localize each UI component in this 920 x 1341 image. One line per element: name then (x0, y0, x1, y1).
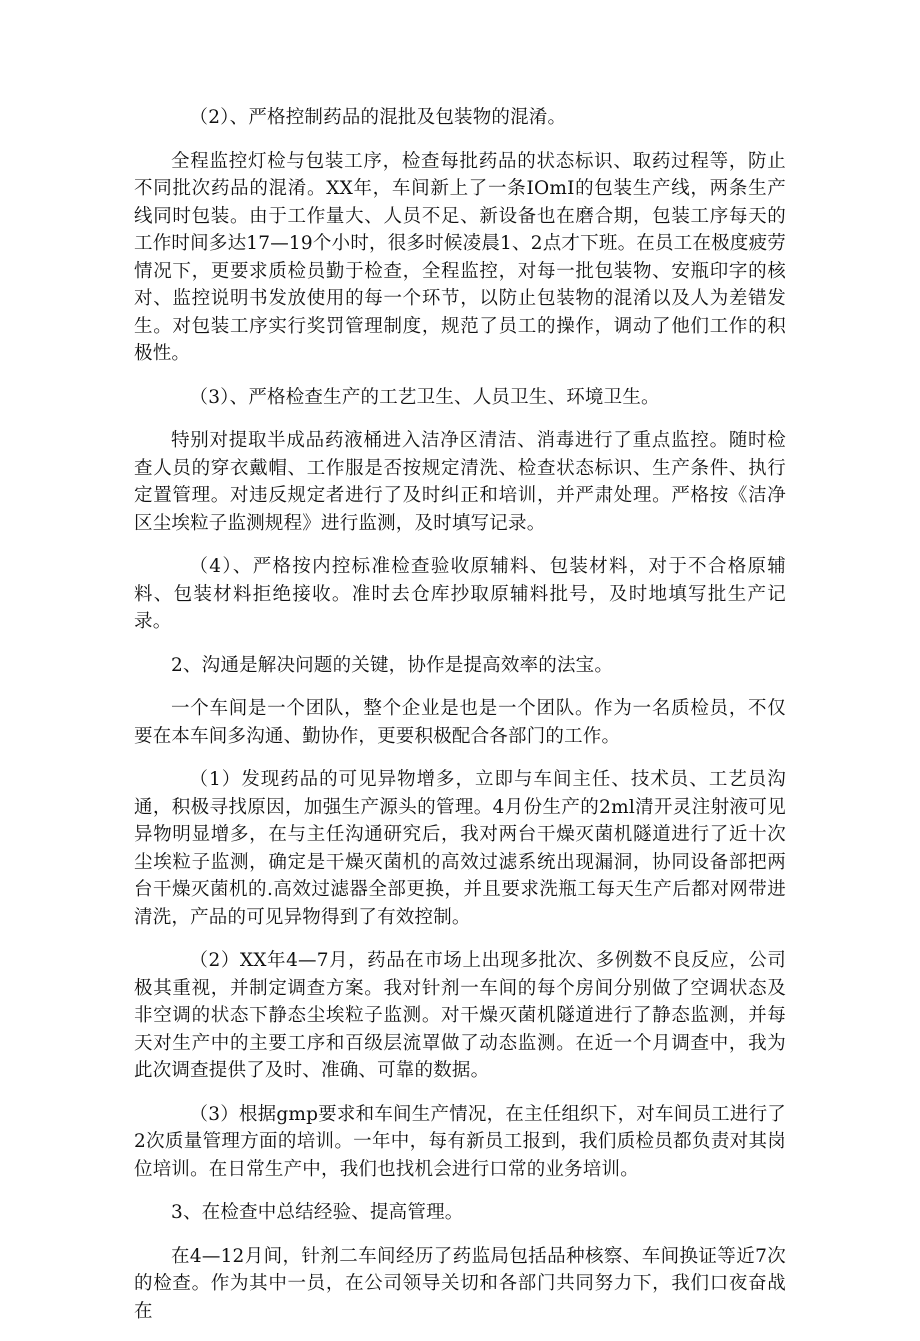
paragraph: 特别对提取半成品药液桶进入洁净区清洁、消毒进行了重点监控。随时检查人员的穿衣戴帽、工作服是否按规定清洗、检查状态标识、生产条件、执行定置管理。对违反规定者进行了及时纠正和培训，并严肃处理。严格按《洁净区尘埃粒子监测规程》进行监测，及时填写记录。 (134, 430, 786, 534)
document-body (134, 104, 786, 1341)
list-item-1: （1）发现药品的可见异物增多，立即与车间主任、技术员、工艺员沟通，积极寻找原因，加强生产源头的管理。4月份生产的2ml清开灵注射液可见异物明显增多，在与主任沟通研究后，我对两台干燥灭菌机隧道进行了近十次尘埃粒子监测，确定是干燥灭菌机的高效过滤系统出现漏洞，协同设备部把两台干燥灭菌机的.高效过滤器全部更换，并且要求洗瓶工每天生产后都对网带进清洗，产品的可见异物得到了有效控制。 (134, 769, 786, 928)
subsection-heading-4: （4）、严格按内控标准检查验收原辅料、包装材料，对于不合格原辅料、包装材料拒绝接收。准时去仓库抄取原辅料批号，及时地填写批生产记录。 (134, 556, 786, 632)
paragraph: 全程监控灯检与包装工序，检查每批药品的状态标识、取药过程等，防止不同批次药品的混淆。XX年，车间新上了一条IOmI的包装生产线，两条生产线同时包装。由于工作量大、人员不足、新设备也在磨合期，包装工序每天的工作时间多达17—19个小时，很多时候凌晨1、2点才下班。在员工在极度疲劳情况下，更要求质检员勤于检查，全程监控，对每一批包装物、安瓶印字的核对、监控说明书发放使用的每一个环节，以防止包装物的混淆以及人为差错发生。对包装工序实行奖罚管理制度，规范了员工的操作，调动了他们工作的积极性。 (134, 150, 786, 364)
subsection-heading-3: （3）、严格检查生产的工艺卫生、人员卫生、环境卫生。 (189, 386, 660, 408)
subsection-heading-2: （2）、严格控制药品的混批及包装物的混淆。 (189, 107, 567, 128)
paragraph: 在4—12月间，针剂二车间经历了药监局包括品种核察、车间换证等近7次的检查。作为其中一员，在公司领导关切和各部门共同努力下，我们口夜奋战在 (134, 1245, 786, 1322)
list-item-2: （2）XX年4—7月，药品在市场上出现多批次、多例数不良反应，公司极其重视，并制定调查方案。我对针剂一车间的每个房间分别做了空调状态及非空调的状态下静态尘埃粒子监测。对干燥灭菌机隧道进行了静态监测，并每天对生产中的主要工序和百级层流罩做了动态监测。在近一个月调查中，我为此次调查提供了及时、准确、可靠的数据。 (134, 950, 786, 1081)
section-heading-3: 3、在检查中总结经验、提高管理。 (171, 1202, 464, 1223)
paragraph: 一个车间是一个团队，整个企业是也是一个团队。作为一名质检员，不仅要在本车间多沟通、勤协作，更要积极配合各部门的工作。 (134, 698, 786, 747)
section-heading-2: 2、沟通是解决问题的关键，协作是提高效率的法宝。 (171, 654, 614, 676)
list-item-3: （3）根据gmp要求和车间生产情况，在主任组织下，对车间员工进行了2次质量管理方面的培训。一年中，每有新员工报到，我们质检员都负责对其岗位培训。在日常生产中，我们也找机会进行口常的业务培训。 (134, 1103, 786, 1180)
